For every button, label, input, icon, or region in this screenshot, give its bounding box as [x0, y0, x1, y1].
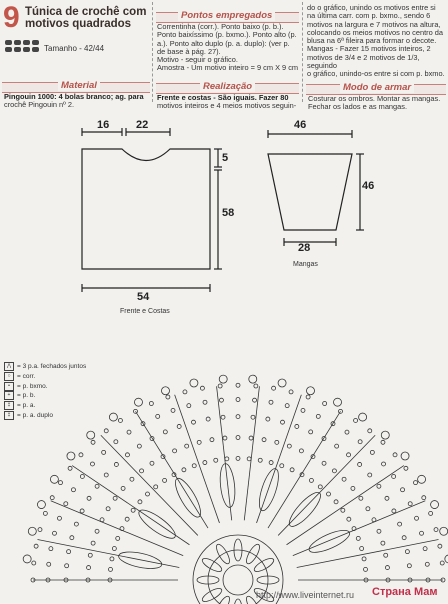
material-line-2: crochê Pingouin nº 2.	[4, 100, 75, 110]
chart-mark	[362, 557, 366, 561]
chart-mark	[37, 501, 45, 509]
chart-mark	[431, 501, 439, 509]
chart-mark	[251, 415, 255, 419]
chart-mark	[347, 517, 351, 521]
chart-mark	[79, 453, 83, 457]
chart-mark	[74, 522, 78, 526]
right-line: motivos na largura e 7 motivos na altura,	[307, 19, 441, 29]
chart-mark	[408, 502, 412, 506]
chart-mark	[47, 562, 51, 566]
chart-mark	[91, 440, 95, 444]
chart-mark	[385, 496, 389, 500]
legend-item: • = p. bxmo.	[4, 382, 86, 392]
chart-mark	[80, 509, 84, 513]
legend-symbol: ‡	[4, 401, 14, 410]
chart-mark	[70, 536, 74, 540]
chart-mark	[422, 496, 426, 500]
legend-symbol: ‡	[4, 411, 14, 420]
chart-mark	[262, 438, 266, 442]
armar-line: Fechar os lados e as mangas.	[308, 102, 408, 112]
chart-mark	[299, 449, 303, 453]
chart-mark	[187, 404, 191, 408]
chart-mark	[354, 418, 358, 422]
chart-mark	[149, 401, 153, 405]
chart-mark	[114, 440, 118, 444]
material-text	[4, 93, 152, 110]
chart-mark	[106, 507, 110, 511]
chart-mark	[64, 502, 68, 506]
chart-mark	[102, 450, 106, 454]
chart-mark	[393, 453, 397, 457]
chart-mark	[236, 398, 240, 402]
chart-mark	[130, 477, 134, 481]
chart-mark	[154, 485, 158, 489]
dim-16: 16	[97, 119, 110, 131]
chart-mark	[173, 449, 177, 453]
crochet-chart	[0, 330, 448, 604]
chart-mark	[95, 484, 99, 488]
chart-mark	[359, 496, 363, 500]
chart-mark	[137, 444, 141, 448]
chart-mark	[87, 431, 95, 439]
chart-mark	[392, 509, 396, 513]
dim-28: 28	[298, 242, 311, 254]
chart-mark	[407, 564, 411, 568]
chart-mark	[272, 386, 276, 390]
chart-mark	[58, 481, 62, 485]
pontos-line: Motivo - seguir o gráfico.	[157, 55, 238, 65]
chart-mark	[145, 492, 149, 496]
chart-mark	[175, 395, 220, 523]
legend-item: + = p. b.	[4, 391, 86, 401]
legend-item: ‡ = p. a.	[4, 401, 86, 411]
chart-mark	[370, 450, 374, 454]
chart-mark	[401, 452, 409, 460]
chart-mark	[203, 461, 207, 465]
chart-mark	[301, 408, 305, 412]
chart-mark	[163, 430, 167, 434]
chart-mark	[236, 456, 240, 460]
chart-mark	[219, 398, 223, 402]
chart-mark	[384, 553, 388, 557]
chart-mark	[91, 541, 95, 545]
chart-mark	[218, 384, 222, 388]
section-title-armar: Modo de armar	[340, 82, 414, 93]
chart-mark	[104, 429, 108, 433]
chart-mark	[121, 486, 125, 490]
chart-mark	[34, 544, 38, 548]
chart-mark	[114, 462, 118, 466]
chart-mark	[307, 387, 315, 395]
chart-mark	[359, 413, 367, 421]
chart-mark	[71, 488, 75, 492]
chart-mark	[214, 458, 218, 462]
chart-mark	[281, 420, 285, 424]
chart-mark	[225, 457, 229, 461]
chart-mark	[278, 435, 375, 535]
chart-mark	[434, 528, 438, 532]
chart-mark	[125, 453, 129, 457]
chart-mark	[192, 464, 196, 468]
dim-46-side: 46	[362, 180, 375, 192]
pontos-line: Ponto baixíssimo (p. bxmo.). Ponto alto (p.	[157, 30, 297, 40]
chart-mark	[309, 430, 313, 434]
chart-mark	[351, 486, 355, 490]
chart-mark	[190, 379, 198, 387]
chart-mark	[109, 413, 117, 421]
chart-mark	[334, 500, 338, 504]
caption-sleeve: Mangas	[293, 261, 318, 268]
chart-mark	[268, 411, 341, 528]
chart-mark	[131, 508, 135, 512]
legend-item: ○ = corr.	[4, 372, 86, 382]
chart-mark	[280, 464, 284, 468]
chart-mark	[219, 375, 227, 383]
chart-mark	[150, 461, 154, 465]
chart-mark	[171, 475, 205, 520]
chart-mark	[200, 386, 204, 390]
garment-schematic	[0, 112, 448, 332]
chart-mark	[68, 466, 72, 470]
pontos-line: de base à pág. 27).	[157, 46, 221, 56]
chart-mark	[249, 375, 257, 383]
legend-symbol: •	[4, 382, 14, 391]
chart-mark	[108, 567, 112, 571]
pontos-line: Correntinha (corr.). Ponto baixo (p. b.).	[157, 22, 284, 31]
chart-mark	[322, 461, 326, 465]
chart-mark	[112, 547, 116, 551]
chart-mark	[57, 516, 61, 520]
chart-mark	[90, 462, 94, 466]
chart-mark	[266, 417, 270, 421]
chart-mark	[50, 475, 58, 483]
caption-body: Frente e Costas	[120, 308, 170, 315]
chart-mark	[366, 507, 370, 511]
right-line: na última carr. com p. bxmo., sendo 6	[307, 11, 431, 21]
chart-mark	[332, 469, 336, 473]
chart-mark	[402, 536, 406, 540]
source-url: http://www.liveinternet.ru	[256, 590, 355, 600]
section-title-pontos: Pontos empregados	[178, 10, 275, 21]
chart-mark	[221, 415, 225, 419]
chart-mark	[258, 458, 262, 462]
chart-mark	[185, 444, 189, 448]
chart-mark	[134, 398, 142, 406]
right-line: do o gráfico, unindo os motivos entre si	[307, 3, 436, 12]
chart-mark	[223, 565, 253, 595]
dim-54: 54	[137, 291, 150, 303]
chart-mark	[381, 541, 385, 545]
chart-mark	[278, 379, 286, 387]
chart-mark	[113, 496, 117, 500]
chart-mark	[163, 478, 167, 482]
chart-mark	[52, 531, 56, 535]
chart-mark	[306, 526, 352, 557]
right-line: colocando os meios motivos no centro da	[307, 27, 443, 37]
right-line: o gráfico, unindo-os entre si com p. bxmo.	[307, 69, 445, 79]
chart-mark	[50, 496, 54, 500]
chart-mark	[191, 420, 195, 424]
chart-mark	[287, 444, 291, 448]
chart-mark	[214, 594, 232, 604]
realizacao-text	[157, 94, 305, 111]
dim-58: 58	[222, 207, 235, 219]
chart-mark	[38, 528, 42, 532]
chart-mark	[382, 462, 386, 466]
chart-mark	[197, 440, 201, 444]
chart-mark	[398, 522, 402, 526]
pontos-line: a.). Ponto alto duplo (p. a. duplo): (ver p.	[157, 38, 290, 48]
right-column-text	[307, 4, 448, 79]
section-title-realizacao: Realização	[200, 81, 255, 92]
chart-mark	[323, 401, 327, 405]
chart-mark	[327, 492, 331, 496]
chart-mark	[405, 550, 409, 554]
chart-mark	[385, 566, 389, 570]
chart-mark	[127, 430, 131, 434]
chart-mark	[125, 517, 129, 521]
material-line-1: Pingouin 1000: 4 bolas branco; ag. para	[4, 92, 144, 101]
size-label: Tamanho - 42/44	[44, 44, 105, 53]
chart-mark	[49, 547, 53, 551]
chart-mark	[342, 477, 346, 481]
chart-mark	[341, 508, 345, 512]
legend-item: ‡ = p. a. duplo	[4, 411, 86, 421]
chart-mark	[440, 561, 444, 565]
chart-mark	[255, 467, 282, 513]
chart-mark	[37, 540, 179, 568]
pontos-line: Amostra - Um motivo inteiro = 9 cm X 9 cm	[157, 63, 299, 73]
chart-mark	[177, 424, 181, 428]
chart-mark	[269, 400, 273, 404]
chart-mark	[236, 436, 240, 440]
chart-mark	[306, 395, 310, 399]
dim-46-top: 46	[294, 119, 307, 131]
chart-mark	[309, 478, 313, 482]
body-outline	[82, 149, 210, 269]
chart-mark	[364, 567, 368, 571]
chart-mark	[118, 418, 122, 422]
chart-mark	[253, 398, 257, 402]
chart-mark	[223, 436, 227, 440]
motif-icon	[4, 39, 40, 53]
chart-mark	[404, 466, 408, 470]
chart-mark	[244, 386, 259, 520]
chart-mark	[358, 440, 362, 444]
chart-mark	[420, 531, 424, 535]
pontos-text	[157, 23, 303, 73]
chart-mark	[183, 390, 187, 394]
chart-mark	[318, 485, 322, 489]
chart-mark	[423, 547, 427, 551]
chart-mark	[334, 398, 342, 406]
right-line: Mangas - Fazer 15 motivos inteiros, 2	[307, 44, 431, 54]
chart-mark	[438, 544, 442, 548]
chart-mark	[429, 511, 433, 515]
realizacao-label: Frente e costas - São iguais. Fazer 80	[157, 93, 289, 102]
chart-mark	[236, 415, 240, 419]
title-line-2: motivos quadrados	[25, 18, 132, 30]
dim-5: 5	[222, 152, 229, 164]
chart-mark	[95, 529, 99, 533]
armar-line: Costurar os ombros. Montar as mangas.	[308, 94, 441, 103]
chart-mark	[171, 408, 175, 412]
legend-symbol: ⋀	[4, 362, 14, 371]
chart-mark	[345, 430, 349, 434]
chart-mark	[290, 468, 294, 472]
chart-mark	[234, 599, 242, 604]
chart-mark	[87, 496, 91, 500]
chart-mark	[377, 529, 381, 533]
chart-mark	[135, 506, 179, 543]
chart-mark	[101, 435, 198, 535]
chart-mark	[425, 562, 429, 566]
chart-mark	[249, 436, 253, 440]
chart-mark	[289, 390, 293, 394]
chart-mark	[295, 424, 299, 428]
chart-mark	[392, 474, 396, 478]
chart-mark	[65, 564, 69, 568]
chart-mark	[28, 527, 36, 535]
legend-symbol: ○	[4, 372, 14, 381]
legend-item: ⋀ = 3 p.a. fechados juntos	[4, 362, 86, 372]
chart-mark	[335, 444, 339, 448]
chart-mark	[360, 547, 364, 551]
chart-mark	[166, 395, 170, 399]
chart-mark	[80, 474, 84, 478]
chart-mark	[138, 500, 142, 504]
armar-text	[308, 95, 448, 112]
chart-mark	[23, 555, 31, 563]
dim-22: 22	[136, 119, 149, 131]
chart-mark	[269, 461, 273, 465]
chart-mark	[51, 501, 183, 556]
chart-mark	[140, 469, 144, 473]
section-title-material: Material	[58, 80, 100, 91]
chart-mark	[117, 549, 163, 572]
chart-mark	[203, 400, 207, 404]
right-line: motivos de 3/4 e 2 motivos de 1/3, seguindo	[307, 52, 420, 71]
chart-mark	[358, 462, 362, 466]
pattern-number: 9	[3, 1, 20, 34]
chart-mark	[236, 383, 240, 387]
chart-mark	[368, 473, 372, 477]
chart-mark	[206, 417, 210, 421]
chart-mark	[356, 536, 360, 540]
chart-mark	[285, 488, 325, 530]
legend-symbol: +	[4, 391, 14, 400]
chart-mark	[257, 395, 302, 523]
chart-mark	[116, 536, 120, 540]
chart-mark	[297, 540, 439, 568]
right-line: blusa na 6ª fileira para formar o decote.	[307, 36, 437, 46]
chart-mark	[381, 431, 389, 439]
chart-mark	[414, 481, 418, 485]
sleeve-outline	[268, 154, 352, 230]
realizacao-line: motivos inteiros e 4 meios motivos seguin-	[157, 101, 297, 111]
chart-mark	[418, 475, 426, 483]
chart-mark	[247, 457, 251, 461]
chart-mark	[182, 468, 186, 472]
chart-mark	[210, 438, 214, 442]
chart-mark	[347, 453, 351, 457]
chart-mark	[161, 387, 169, 395]
chart-mark	[381, 440, 385, 444]
chart-mark	[401, 488, 405, 492]
chart-mark	[415, 516, 419, 520]
chart-mark	[316, 414, 320, 418]
column-divider	[152, 2, 153, 102]
chart-mark	[275, 440, 279, 444]
chart-mark	[156, 414, 160, 418]
chart-mark	[293, 501, 425, 556]
chart-mark	[368, 429, 372, 433]
chart-mark	[67, 550, 71, 554]
chart-mark	[285, 404, 289, 408]
chart-mark	[254, 384, 258, 388]
chart-mark	[440, 527, 448, 535]
pattern-title	[25, 6, 146, 30]
chart-mark	[32, 561, 36, 565]
chart-mark	[88, 553, 92, 557]
chart-mark	[87, 566, 91, 570]
chart-mark	[67, 452, 75, 460]
chart-mark	[104, 473, 108, 477]
chart-mark	[110, 557, 114, 561]
watermark-logo: Страна Мам	[372, 586, 438, 598]
chart-mark	[43, 511, 47, 515]
chart-mark	[377, 484, 381, 488]
title-line-1: Túnica de crochê com	[25, 6, 147, 18]
